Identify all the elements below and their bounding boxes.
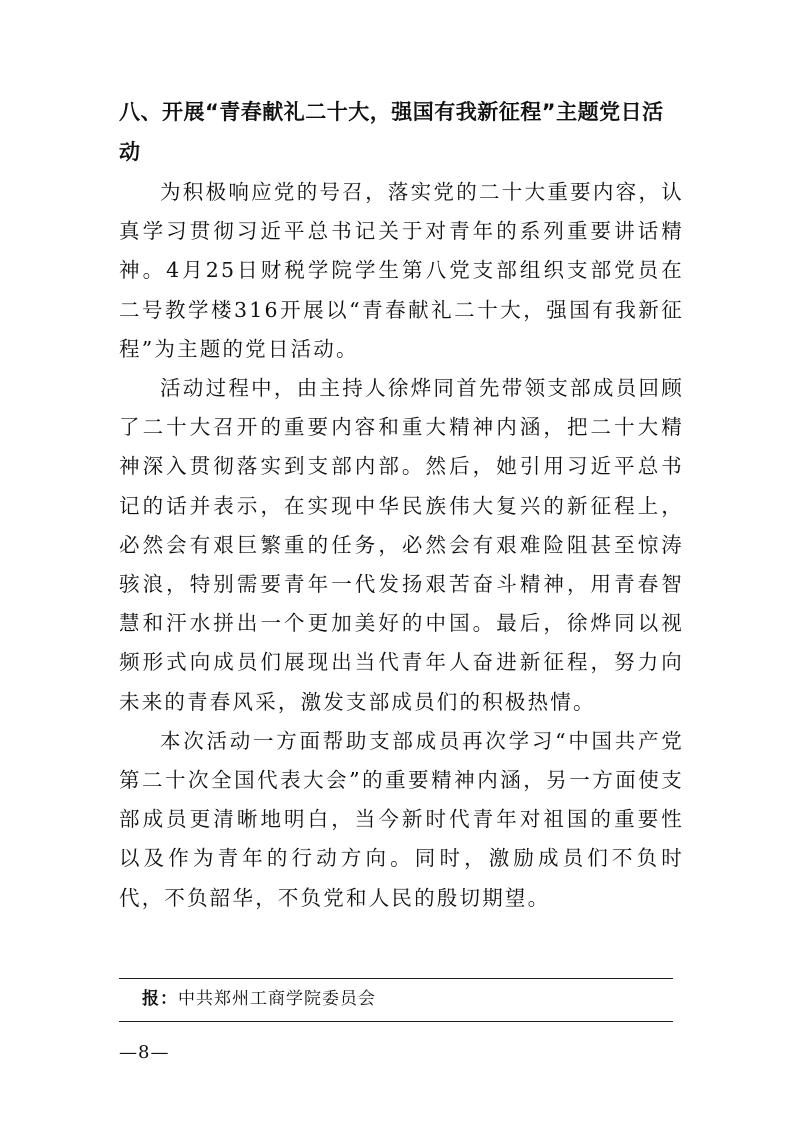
paragraph-summary: 本次活动一方面帮助支部成员再次学习“中国共产党第二十次全国代表大会”的重要精神内涵，另一方面使支部成员更清晰地明白，当今新时代青年对祖国的重要性以及作为青年的行动方向。同时，激励成员们不负时代，不负韶华，不负党和人民的殷切期望。 bbox=[119, 728, 684, 910]
paragraph-intro: 为积极响应党的号召，落实党的二十大重要内容，认真学习贯彻习近平总书记关于对青年的系列重要讲话精神。4月25日财税学院学生第八党支部组织支部党员在二号教学楼316开展以“青春献礼二十大，强国有我新征程”为主题的党日活动。 bbox=[119, 180, 684, 361]
report-label: 报： bbox=[142, 989, 178, 1009]
page-number: —8— bbox=[119, 1042, 170, 1063]
footer-bottom-rule bbox=[119, 1021, 673, 1022]
paragraph-process: 活动过程中，由主持人徐烨同首先带领支部成员回顾了二十大召开的重要内容和重大精神内涵，把二十大精神深入贯彻落实到支部内部。然后，她引用习近平总书记的话并表示，在实现中华民族伟大复兴的新征程上，必然会有艰巨繁重的任务，必然会有艰难险阻甚至惊涛骇浪，特别需要青年一代发扬艰苦奋斗精神，用青春智慧和汗水拼出一个更加美好的中国。最后，徐烨同以视频形式向成员们展现出当代青年人奋进新征程，努力向未来的青春风采，激发支部成员们的积极热情。 bbox=[119, 376, 684, 714]
report-recipient: 中共郑州工商学院委员会 bbox=[178, 989, 376, 1009]
body-text bbox=[119, 173, 684, 918]
footer-top-rule bbox=[119, 978, 673, 979]
section-heading: 八、开展“青春献礼二十大，强国有我新征程”主题党日活动 bbox=[119, 100, 664, 164]
report-footer bbox=[142, 986, 376, 1012]
